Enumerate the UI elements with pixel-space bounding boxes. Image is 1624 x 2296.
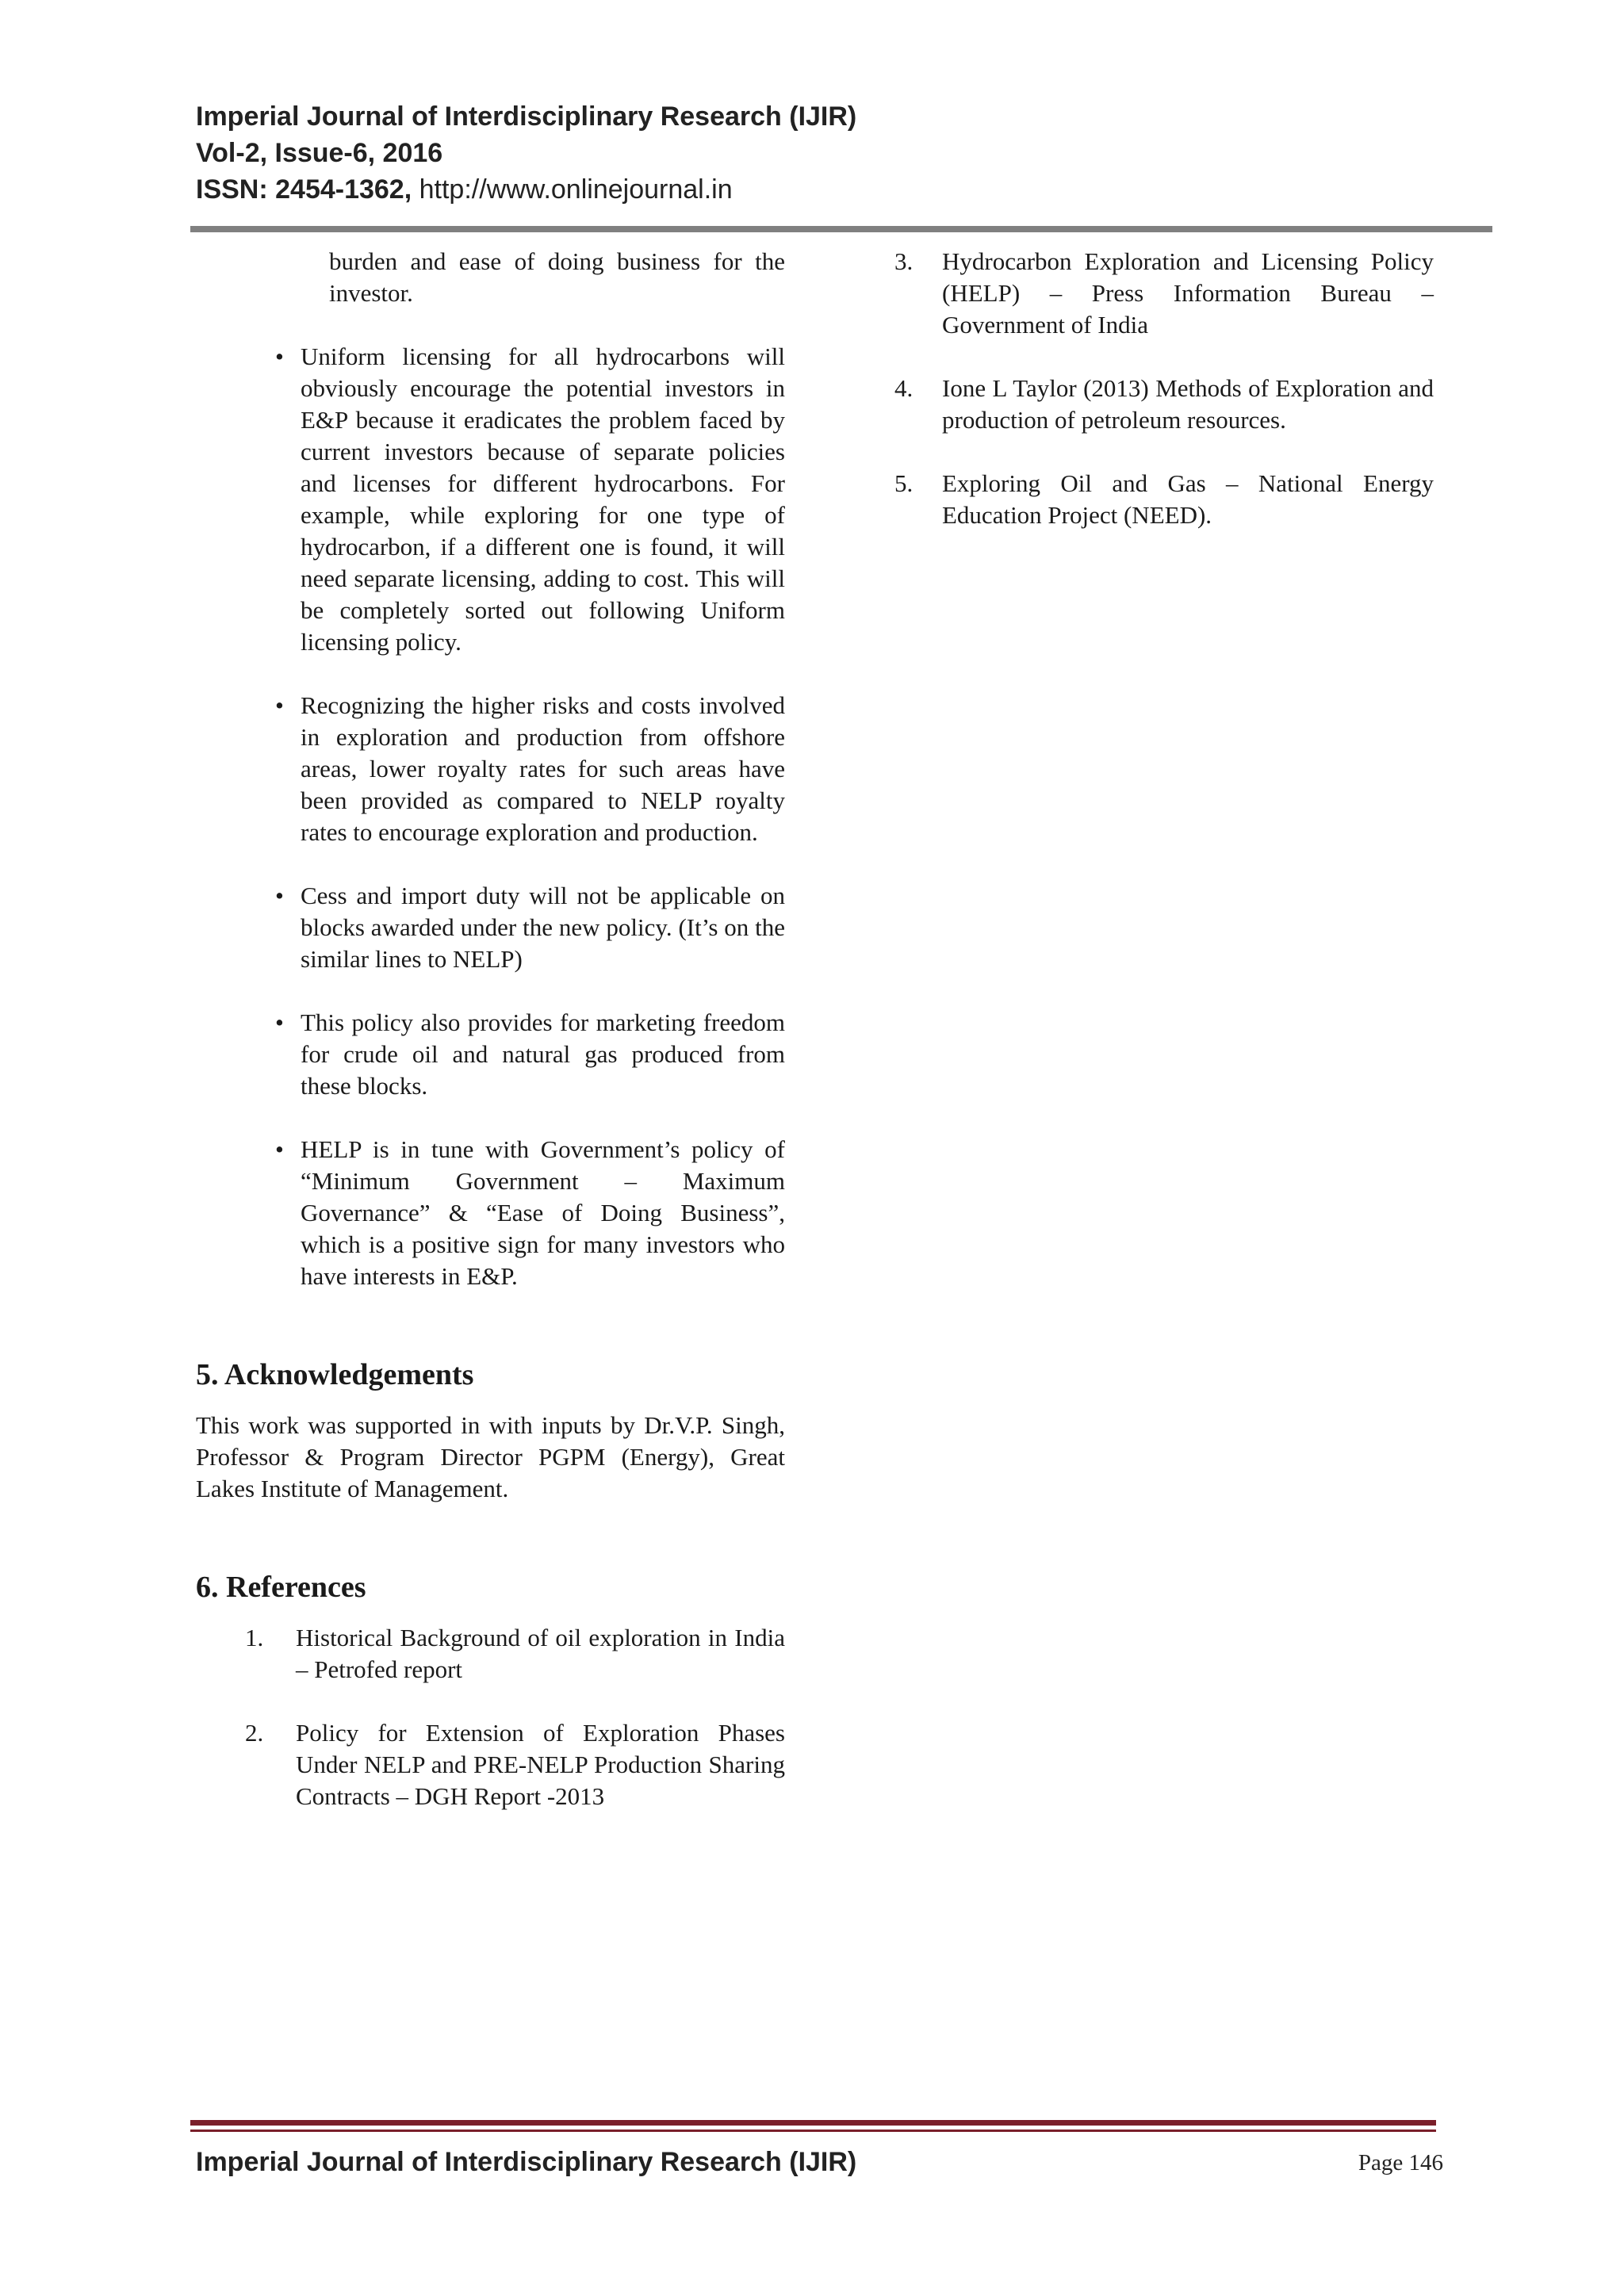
bullet-icon: •	[275, 342, 284, 370]
reference-text: Policy for Extension of Exploration Phases Under NELP and PRE-NELP Production Sharing Contracts – DGH Report -2013	[296, 1719, 785, 1810]
bullet-item	[275, 1134, 785, 1292]
footer-rule	[190, 2120, 1436, 2126]
footer-journal-title: Imperial Journal of Interdisciplinary Research (IJIR)	[196, 2147, 857, 2177]
reference-item	[894, 373, 1434, 436]
journal-url[interactable]: http://www.onlinejournal.in	[412, 174, 733, 205]
bullet-icon: •	[275, 691, 284, 719]
page-number: Page 146	[1358, 2150, 1443, 2175]
reference-item	[245, 1717, 785, 1812]
acknowledgements-heading: 5. Acknowledgements	[196, 1358, 474, 1391]
running-header	[196, 98, 856, 208]
reference-number: 5.	[894, 469, 914, 497]
bullet-text: Uniform licensing for all hydrocarbons will obviously encourage the potential investors in E&P because it eradicates the problem faced by current investors because of separate policies and licenses for different hydrocarbons. For example, while exploring for one type of hydrocarbon, if a different one is found, it will need separate licensing, adding to cost. This will be completely sorted out following Uniform licensing policy.	[301, 342, 785, 656]
reference-item	[245, 1622, 785, 1686]
bullet-text: HELP is in tune with Government’s policy of “Minimum Government – Maximum Governance” & “Ease of Doing Business”, which is a positive sign for many investors who have interests in E&P.	[301, 1135, 785, 1290]
issn: ISSN: 2454-1362,	[196, 174, 412, 205]
footer-rule-thin	[190, 2130, 1436, 2132]
volume-issue: Vol-2, Issue-6, 2016	[196, 138, 443, 168]
bullet-icon: •	[275, 1135, 284, 1163]
issn-line	[196, 171, 856, 208]
reference-text: Historical Background of oil exploration in India – Petrofed report	[296, 1624, 785, 1683]
journal-title: Imperial Journal of Interdisciplinary Research (IJIR)	[196, 101, 857, 132]
reference-item	[894, 246, 1434, 341]
bullet-item	[275, 1007, 785, 1102]
reference-text: Exploring Oil and Gas – National Energy Education Project (NEED).	[942, 469, 1434, 529]
bullet-text: Recognizing the higher risks and costs involved in exploration and production from offshore areas, lower royalty rates for such areas have been provided as compared to NELP royalty rates to encourage exploration and production.	[301, 691, 785, 846]
bullet-item	[275, 690, 785, 848]
header-rule	[190, 226, 1492, 232]
reference-text: Ione L Taylor (2013) Methods of Exploration and production of petroleum resources.	[942, 374, 1434, 434]
left-column	[196, 246, 785, 1844]
bullet-item	[275, 880, 785, 975]
continuation-text: burden and ease of doing business for the investor.	[329, 247, 785, 307]
reference-item	[894, 468, 1434, 531]
right-column	[894, 246, 1434, 563]
reference-number: 3.	[894, 247, 914, 275]
bullet-text: This policy also provides for marketing freedom for crude oil and natural gas produced from these blocks.	[301, 1008, 785, 1100]
reference-number: 1.	[245, 1624, 264, 1651]
bullet-icon: •	[275, 1008, 284, 1036]
references-heading: 6. References	[196, 1571, 366, 1604]
acknowledgements-text: This work was supported in with inputs by Dr.V.P. Singh, Professor & Program Director PGPM (Energy), Great Lakes Institute of Management.	[196, 1411, 785, 1502]
bullet-item	[275, 341, 785, 658]
reference-number: 4.	[894, 374, 914, 402]
bullet-icon: •	[275, 882, 284, 909]
reference-number: 2.	[245, 1719, 264, 1747]
reference-text: Hydrocarbon Exploration and Licensing Policy (HELP) – Press Information Bureau – Government of India	[942, 247, 1434, 339]
bullet-text: Cess and import duty will not be applicable on blocks awarded under the new policy. (It’s on the similar lines to NELP)	[301, 882, 785, 973]
